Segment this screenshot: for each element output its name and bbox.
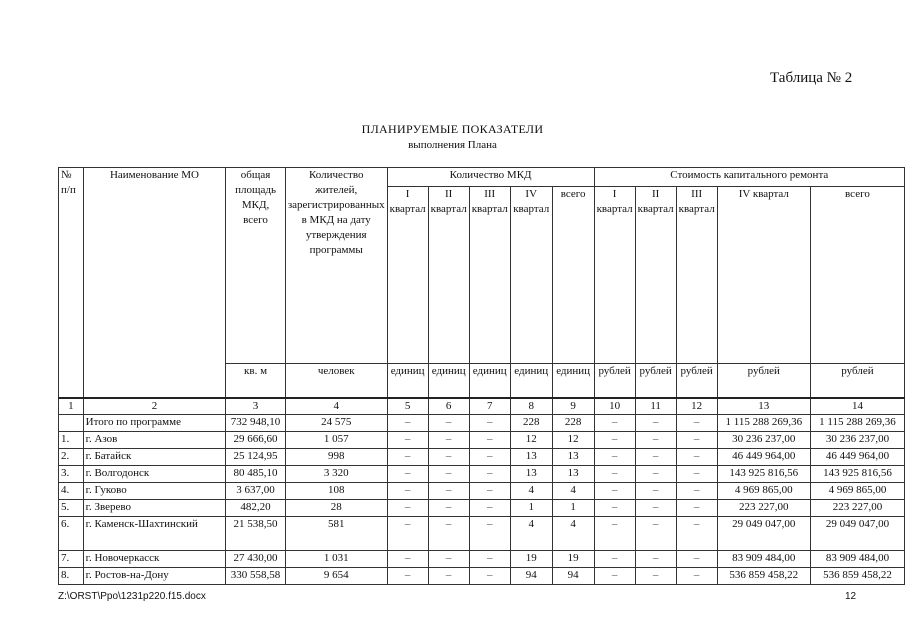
cell-c3: – [676,414,717,431]
cell-name: г. Каменск-Шахтинский [83,516,226,550]
cell-name: г. Азов [83,431,226,448]
cell-area: 80 485,10 [226,465,286,482]
col-number: 12 [676,398,717,415]
unit-mkd-q3: единиц [469,364,510,398]
table-row [59,516,905,550]
cell-m3: – [469,567,510,584]
cell-c4: 223 227,00 [717,499,810,516]
header-name: Наименование МО [83,168,226,398]
cell-m3: – [469,516,510,550]
header-mkd-q1: I квартал [387,187,428,364]
table-row [59,567,905,584]
cell-m2: – [428,499,469,516]
page-number: 12 [845,591,857,602]
indicators-table [58,167,905,585]
cell-c2: – [635,499,676,516]
cell-c1: – [594,516,635,550]
cell-m2: – [428,550,469,567]
cell-name: г. Новочеркасск [83,550,226,567]
cell-m1: – [387,431,428,448]
cell-c2: – [635,550,676,567]
cell-area: 27 430,00 [226,550,286,567]
cell-c4: 143 925 816,56 [717,465,810,482]
header-mkd-total: всего [552,187,594,364]
cell-mt: 4 [552,482,594,499]
file-path: Z:\ORST\Ppo\1231p220.f15.docx [58,591,206,602]
cell-c4: 1 115 288 269,36 [717,414,810,431]
cell-m3: – [469,431,510,448]
cell-mt: 19 [552,550,594,567]
cell-m1: – [387,482,428,499]
cell-mt: 4 [552,516,594,550]
col-number: 1 [59,398,84,415]
unit-cost-q2: рублей [635,364,676,398]
cell-mt: 13 [552,448,594,465]
unit-cost-q1: рублей [594,364,635,398]
header-mkd-q3: III квартал [469,187,510,364]
cell-res: 581 [285,516,387,550]
cell-c4: 30 236 237,00 [717,431,810,448]
column-numbers-row [59,398,905,415]
cell-num: 2. [59,448,84,465]
cell-m4: 13 [510,448,552,465]
cell-c3: – [676,499,717,516]
cell-c2: – [635,431,676,448]
cell-m1: – [387,516,428,550]
cell-m3: – [469,499,510,516]
cell-m4: 1 [510,499,552,516]
cell-c1: – [594,550,635,567]
cell-ct: 29 049 047,00 [810,516,904,550]
col-number: 3 [226,398,286,415]
cell-c2: – [635,414,676,431]
table-row [59,465,905,482]
col-number: 9 [552,398,594,415]
cell-m3: – [469,550,510,567]
cell-c3: – [676,465,717,482]
cell-num: 6. [59,516,84,550]
table-number-label: Таблица № 2 [770,70,853,86]
cell-area: 29 666,60 [226,431,286,448]
cell-res: 24 575 [285,414,387,431]
cell-c2: – [635,567,676,584]
cell-m4: 4 [510,482,552,499]
cell-res: 28 [285,499,387,516]
cell-c1: – [594,482,635,499]
cell-name: г. Гуково [83,482,226,499]
col-number: 13 [717,398,810,415]
cell-area: 482,20 [226,499,286,516]
table-row [59,431,905,448]
cell-m2: – [428,414,469,431]
header-mkd-q2: II квартал [428,187,469,364]
cell-c1: – [594,414,635,431]
cell-ct: 1 115 288 269,36 [810,414,904,431]
cell-area: 3 637,00 [226,482,286,499]
cell-m4: 13 [510,465,552,482]
unit-mkd-total: единиц [552,364,594,398]
table-row [59,448,905,465]
cell-c2: – [635,516,676,550]
cell-ct: 30 236 237,00 [810,431,904,448]
unit-mkd-q1: единиц [387,364,428,398]
table-row [59,482,905,499]
unit-residents: человек [285,364,387,398]
cell-name: г. Ростов-на-Дону [83,567,226,584]
cell-m2: – [428,567,469,584]
cell-name: г. Волгодонск [83,465,226,482]
document-title: ПЛАНИРУЕМЫЕ ПОКАЗАТЕЛИ [361,122,544,136]
header-row-1 [59,168,905,187]
cell-c4: 46 449 964,00 [717,448,810,465]
cell-mt: 1 [552,499,594,516]
cell-m1: – [387,448,428,465]
cell-c4: 29 049 047,00 [717,516,810,550]
col-number: 11 [635,398,676,415]
cell-c1: – [594,567,635,584]
unit-cost-q4: рублей [717,364,810,398]
cell-res: 108 [285,482,387,499]
cell-m3: – [469,414,510,431]
cell-m4: 4 [510,516,552,550]
unit-cost-q3: рублей [676,364,717,398]
header-cost-q4: IV квартал [717,187,810,364]
cell-m1: – [387,414,428,431]
cell-m3: – [469,482,510,499]
unit-mkd-q2: единиц [428,364,469,398]
cell-name: Итого по программе [83,414,226,431]
cell-m1: – [387,550,428,567]
cell-mt: 228 [552,414,594,431]
header-mkd-group: Количество МКД [387,168,594,187]
header-cost-q2: II квартал [635,187,676,364]
cell-m2: – [428,448,469,465]
header-cost-q3: III квартал [676,187,717,364]
cell-c4: 536 859 458,22 [717,567,810,584]
cell-m1: – [387,567,428,584]
cell-m2: – [428,516,469,550]
col-number: 2 [83,398,226,415]
cell-area: 25 124,95 [226,448,286,465]
cell-num: 5. [59,499,84,516]
cell-num: 7. [59,550,84,567]
cell-m2: – [428,465,469,482]
cell-area: 732 948,10 [226,414,286,431]
cell-num: 3. [59,465,84,482]
cell-c2: – [635,482,676,499]
cell-ct: 143 925 816,56 [810,465,904,482]
table-body [59,414,905,584]
cell-c4: 83 909 484,00 [717,550,810,567]
cell-c3: – [676,431,717,448]
header-num: № п/п [59,168,84,398]
document-subtitle: выполнения Плана [408,139,497,151]
col-number: 14 [810,398,904,415]
cell-c3: – [676,550,717,567]
cell-c4: 4 969 865,00 [717,482,810,499]
cell-mt: 13 [552,465,594,482]
cell-m4: 19 [510,550,552,567]
col-number: 5 [387,398,428,415]
cell-ct: 223 227,00 [810,499,904,516]
cell-m4: 94 [510,567,552,584]
cell-ct: 536 859 458,22 [810,567,904,584]
cell-num: 1. [59,431,84,448]
cell-res: 3 320 [285,465,387,482]
table-row [59,550,905,567]
cell-res: 1 057 [285,431,387,448]
unit-area: кв. м [226,364,286,398]
header-cost-q1: I квартал [594,187,635,364]
cell-c1: – [594,465,635,482]
cell-c3: – [676,482,717,499]
cell-mt: 12 [552,431,594,448]
cell-num: 4. [59,482,84,499]
header-area: общая площадь МКД, всего [226,168,286,364]
table-row [59,414,905,431]
cell-area: 21 538,50 [226,516,286,550]
header-cost-total: всего [810,187,904,364]
cell-c3: – [676,448,717,465]
cell-c1: – [594,448,635,465]
cell-m3: – [469,448,510,465]
col-number: 4 [285,398,387,415]
cell-m3: – [469,465,510,482]
unit-cost-total: рублей [810,364,904,398]
header-residents: Количество жителей, зарегистрированных в МКД на дату утверждения программы [285,168,387,364]
cell-m4: 228 [510,414,552,431]
table-row [59,499,905,516]
cell-ct: 4 969 865,00 [810,482,904,499]
col-number: 7 [469,398,510,415]
cell-m4: 12 [510,431,552,448]
cell-ct: 46 449 964,00 [810,448,904,465]
cell-m2: – [428,482,469,499]
cell-c1: – [594,431,635,448]
cell-res: 998 [285,448,387,465]
cell-num: 8. [59,567,84,584]
header-mkd-q4: IV квартал [510,187,552,364]
cell-m2: – [428,431,469,448]
cell-mt: 94 [552,567,594,584]
cell-c2: – [635,448,676,465]
cell-name: г. Зверево [83,499,226,516]
cell-num [59,414,84,431]
cell-c2: – [635,465,676,482]
col-number: 8 [510,398,552,415]
col-number: 10 [594,398,635,415]
cell-c1: – [594,499,635,516]
cell-m1: – [387,465,428,482]
cell-area: 330 558,58 [226,567,286,584]
header-cost-group: Стоимость капитального ремонта [594,168,904,187]
cell-ct: 83 909 484,00 [810,550,904,567]
col-number: 6 [428,398,469,415]
cell-res: 9 654 [285,567,387,584]
cell-c3: – [676,516,717,550]
cell-name: г. Батайск [83,448,226,465]
cell-c3: – [676,567,717,584]
cell-m1: – [387,499,428,516]
cell-res: 1 031 [285,550,387,567]
unit-mkd-q4: единиц [510,364,552,398]
